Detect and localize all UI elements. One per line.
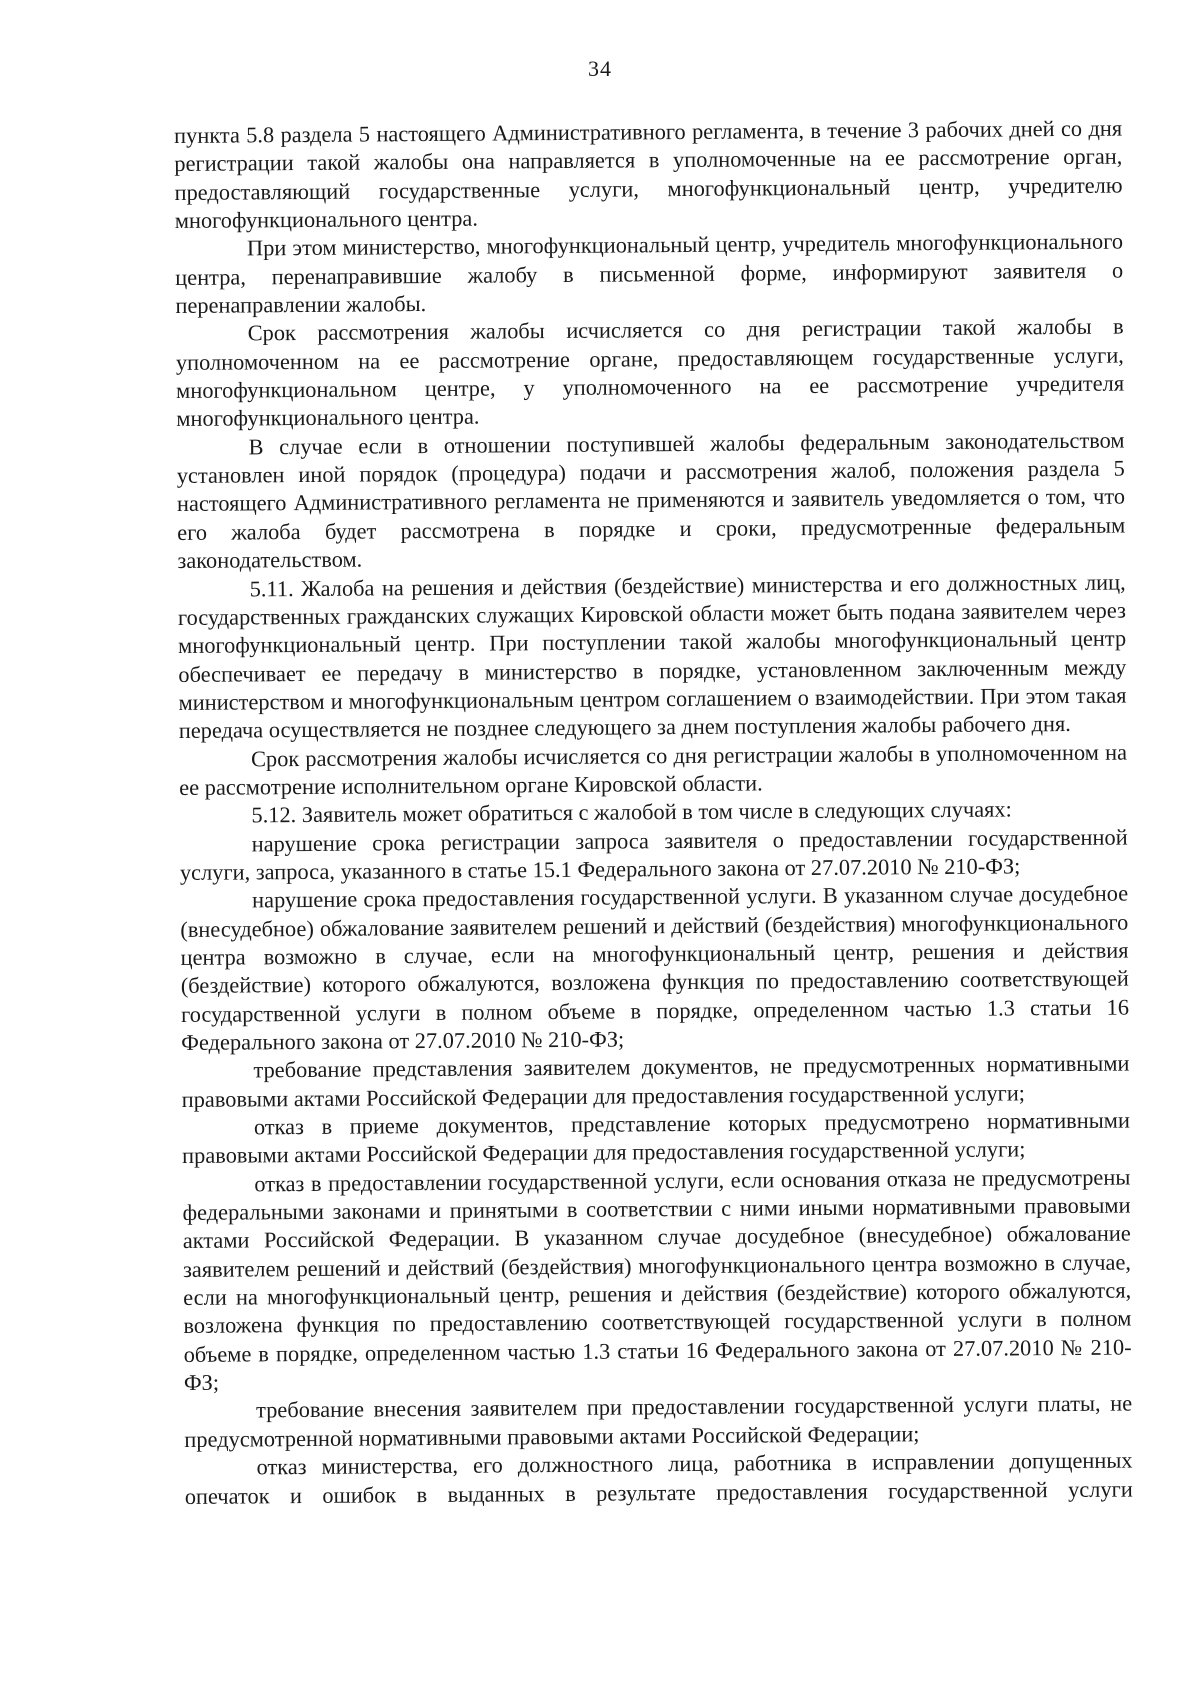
list-item-fee-requirement: требование внесения заявителем при предоставлении государственной услуги платы, не предусмотренной нормативными правовыми актами Российской Федерации; <box>184 1390 1133 1452</box>
list-item-document-requirement: требование представления заявителем документов, не предусмотренных нормативными правовыми актами Российской Федерации для предоставления государственной услуги; <box>181 1050 1130 1112</box>
paragraph-5-11: 5.11. Жалоба на решения и действия (бездействие) министерства и его должностных лиц, государственных гражданских служащих Кировской области может быть подана заявителем через многофункциональный центр. При поступлении такой жалобы многофункциональный центр обеспечивает ее передачу в министерство в порядке, установленном заключенным между министерством и многофункциональным центром соглашением о взаимодействии. При этом такая передача осуществляется не позднее следующего за днем поступления жалобы рабочего дня. <box>177 569 1127 744</box>
paragraph-redirect-notice: При этом министерство, многофункциональный центр, учредитель многофункционального центра, перенаправившие жалобу в письменной форме, информируют заявителя о перенаправлении жалобы. <box>175 228 1124 319</box>
list-item-correction-refusal: отказ министерства, его должностного лица, работника в исправлении допущенных опечаток и ошибок в выданных в результате предоставления государственной услуги <box>184 1447 1133 1509</box>
paragraph-continuation: пункта 5.8 раздела 5 настоящего Административного регламента, в течение 3 рабочих дней со дня регистрации такой жалобы она направляется в уполномоченные на ее рассмотрение орган, предоставляющий государственные услуги, многофункциональный центр, учредителю многофункционального центра. <box>174 115 1123 234</box>
paragraph-5-12: 5.12. Заявитель может обратиться с жалобой в том числе в следующих случаях: <box>251 796 1012 828</box>
paragraph-review-period: Срок рассмотрения жалобы исчисляется со дня регистрации такой жалобы в уполномоченном на ее рассмотрение органе, предоставляющем государственные услуги, многофункциональном центре, у уполномоченного на ее рассмотрение учредителя многофункционального центра. <box>175 313 1125 432</box>
list-item-service-refusal: отказ в предоставлении государственной услуги, если основания отказа не предусмотрены федеральными законами и принятыми в соответствии с ними иными нормативными правовыми актами Российской Федерации. В указанном случае досудебное (внесудебное) обжалование заявителем решений и действий (бездействия) многофункционального центра возможно в случае, если на многофункциональный центр, решения и действия (бездействие) которого обжалуются, возложена функция по предоставлению соответствующей государственной услуги в полном объеме в порядке, определенном частью 1.3 статьи 16 Федерального закона от 27.07.2010 № 210-ФЗ; <box>182 1164 1132 1396</box>
document-body <box>174 115 1133 1511</box>
list-item-document-refusal: отказ в приеме документов, представление которых предусмотрено нормативными правовыми актами Российской Федерации для предоставления государственной услуги; <box>182 1107 1130 1169</box>
list-item-registration-violation: нарушение срока регистрации запроса заявителя о предоставлении государственной услуги, запроса, указанного в статье 15.1 Федерального закона от 27.07.2010 № 210-ФЗ; <box>179 824 1128 885</box>
list-item-deadline-violation: нарушение срока предоставления государственной услуги. В указанном случае досудебное (внесудебное) обжалование заявителем решений и действий (бездействия) многофункционального центра возможно в случае, если на многофункциональный центр, решения и действия (бездействие) которого обжалуются, возложена функция по предоставлению соответствующей государственной услуги в полном объеме в порядке, определенном частью 1.3 статьи 16 Федерального закона от 27.07.2010 № 210-ФЗ; <box>180 880 1130 1055</box>
page-number: 34 <box>588 56 612 81</box>
paragraph-review-period-executive: Срок рассмотрения жалобы исчисляется со дня регистрации жалобы в уполномоченном на ее рассмотрение исполнительном органе Кировской области. <box>179 739 1128 800</box>
paragraph-federal-procedure: В случае если в отношении поступившей жалобы федеральным законодательством установлен иной порядок (процедура) подачи и рассмотрения жалоб, положения раздела 5 настоящего Административного регламента не применяются и заявитель уведомляется о том, что его жалоба будет рассмотрена в порядке и сроки, предусмотренные федеральным законодательством. <box>176 427 1126 574</box>
